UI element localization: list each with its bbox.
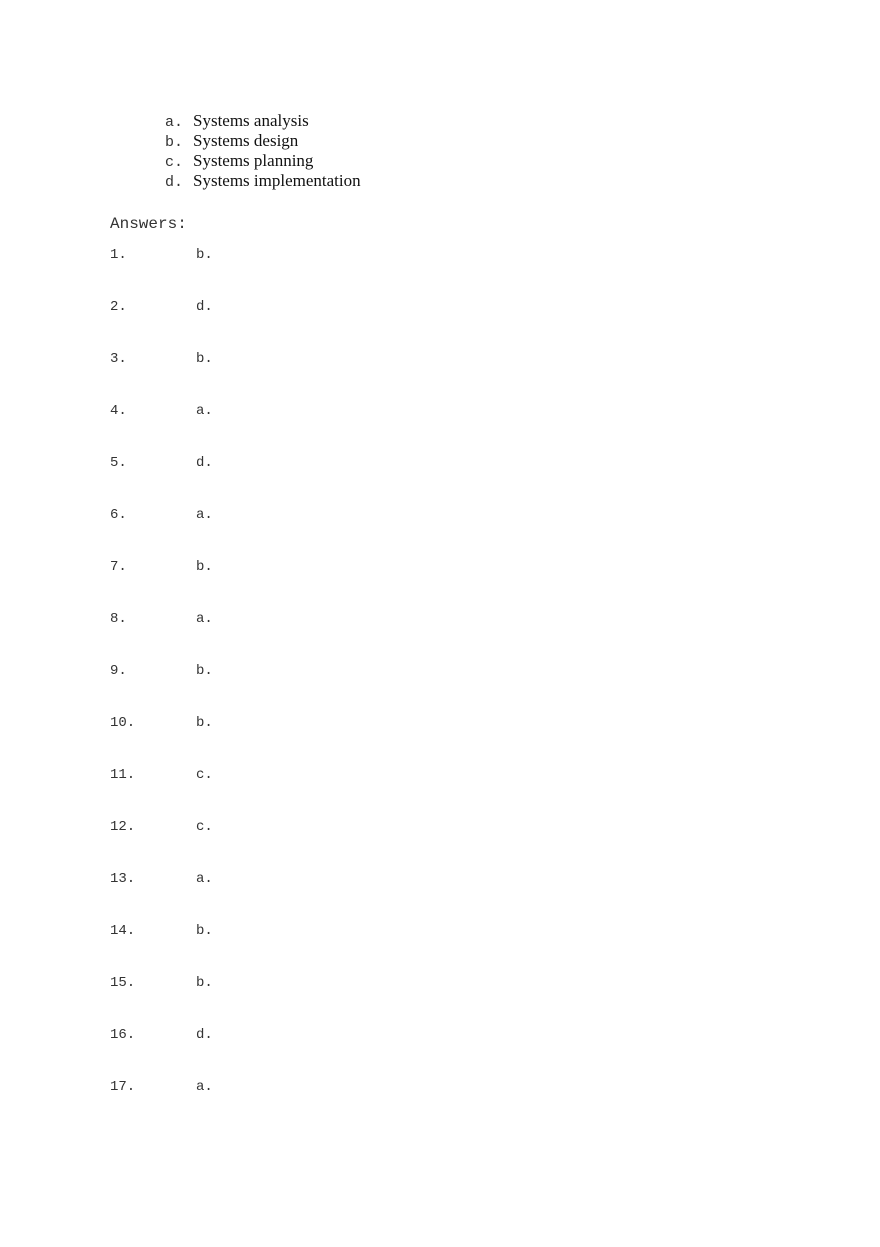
answer-row xyxy=(110,713,213,765)
answer-row xyxy=(110,1025,213,1077)
answer-letter: c. xyxy=(196,819,213,835)
answer-row xyxy=(110,661,213,713)
answer-row xyxy=(110,609,213,661)
answer-letter: a. xyxy=(196,1079,213,1095)
answer-row xyxy=(110,557,213,609)
option-item xyxy=(165,171,361,191)
option-letter: b. xyxy=(165,134,184,151)
answer-row xyxy=(110,505,213,557)
answers-heading: Answers: xyxy=(110,215,187,233)
answer-row xyxy=(110,1077,213,1129)
answer-letter: d. xyxy=(196,299,213,315)
answer-letter: a. xyxy=(196,403,213,419)
answer-row xyxy=(110,869,213,921)
answer-row xyxy=(110,817,213,869)
answer-number: 4. xyxy=(110,403,127,419)
answer-number: 2. xyxy=(110,299,127,315)
answer-row xyxy=(110,453,213,505)
answer-letter: b. xyxy=(196,559,213,575)
option-letter: a. xyxy=(165,114,184,131)
answer-number: 1. xyxy=(110,247,127,263)
answers-list xyxy=(110,245,213,1129)
answer-number: 13. xyxy=(110,871,136,887)
answer-number: 11. xyxy=(110,767,136,783)
answer-letter: b. xyxy=(196,923,213,939)
answer-row xyxy=(110,297,213,349)
answer-number: 8. xyxy=(110,611,127,627)
answer-number: 10. xyxy=(110,715,136,731)
answer-letter: a. xyxy=(196,611,213,627)
answer-number: 7. xyxy=(110,559,127,575)
answer-number: 15. xyxy=(110,975,136,991)
option-item xyxy=(165,151,361,171)
answer-letter: b. xyxy=(196,975,213,991)
answer-letter: b. xyxy=(196,351,213,367)
answer-letter: a. xyxy=(196,871,213,887)
answer-number: 12. xyxy=(110,819,136,835)
option-text: Systems planning xyxy=(193,151,314,170)
answer-row xyxy=(110,245,213,297)
option-item xyxy=(165,131,361,151)
answer-letter: d. xyxy=(196,455,213,471)
answer-letter: d. xyxy=(196,1027,213,1043)
option-item xyxy=(165,111,361,131)
answer-row xyxy=(110,765,213,817)
answer-number: 6. xyxy=(110,507,127,523)
answer-row xyxy=(110,921,213,973)
answer-number: 5. xyxy=(110,455,127,471)
answer-letter: c. xyxy=(196,767,213,783)
answer-row xyxy=(110,973,213,1025)
answer-number: 17. xyxy=(110,1079,136,1095)
answer-letter: b. xyxy=(196,247,213,263)
option-list xyxy=(165,111,361,191)
option-text: Systems design xyxy=(193,131,299,150)
answer-number: 9. xyxy=(110,663,127,679)
answer-row xyxy=(110,401,213,453)
answer-number: 14. xyxy=(110,923,136,939)
answer-letter: a. xyxy=(196,507,213,523)
answer-row xyxy=(110,349,213,401)
option-text: Systems analysis xyxy=(193,111,309,130)
answer-letter: b. xyxy=(196,715,213,731)
option-letter: c. xyxy=(165,154,184,171)
option-letter: d. xyxy=(165,174,184,191)
answer-letter: b. xyxy=(196,663,213,679)
answer-number: 16. xyxy=(110,1027,136,1043)
option-text: Systems implementation xyxy=(193,171,361,190)
answer-number: 3. xyxy=(110,351,127,367)
